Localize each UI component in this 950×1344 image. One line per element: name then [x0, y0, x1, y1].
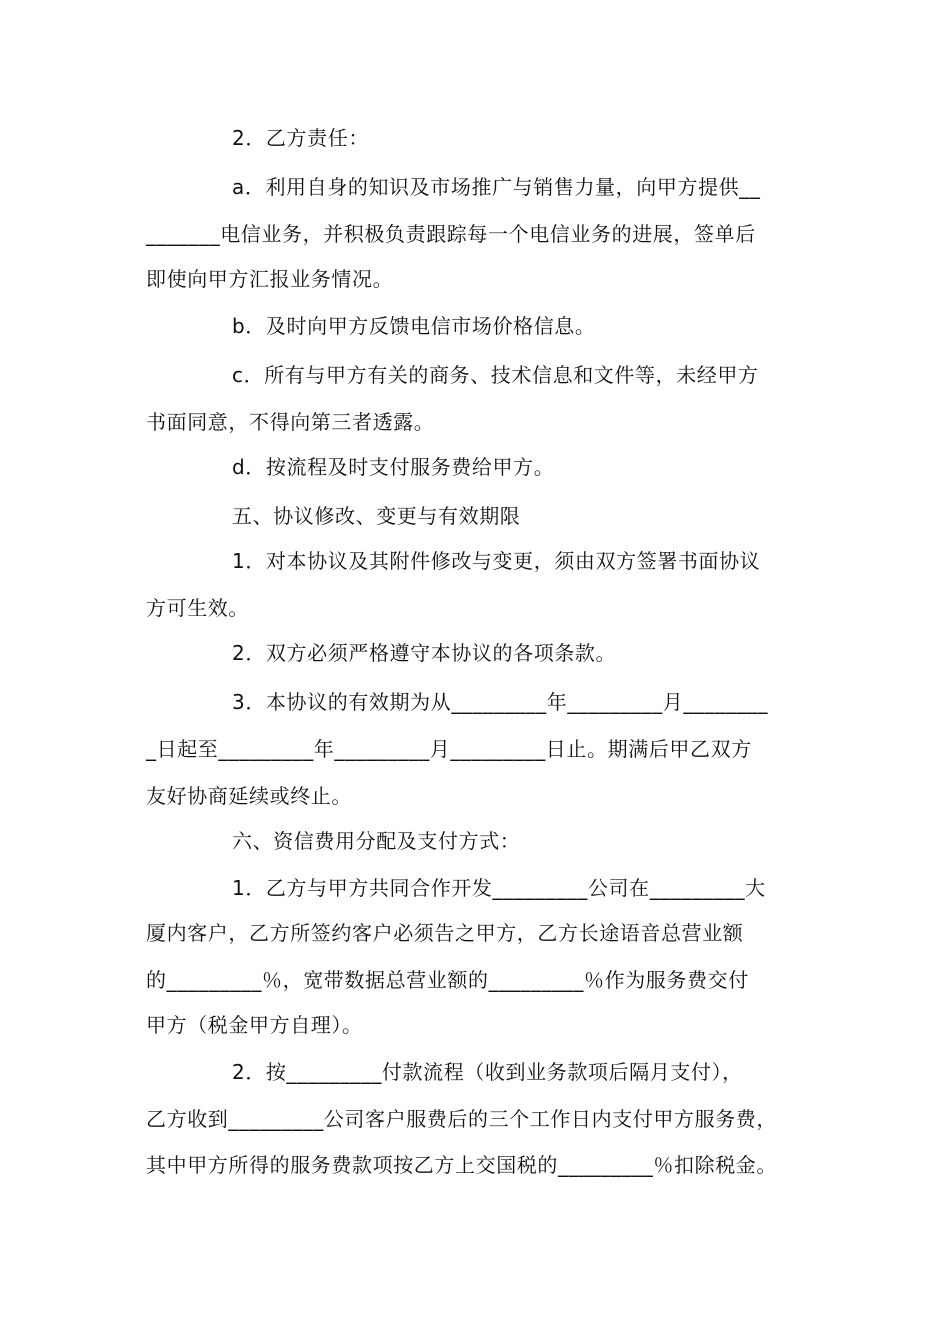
text-line: 1．对本协议及其附件修改与变更，须由双方签署书面协议: [232, 549, 761, 573]
text-line: 甲方（税金甲方自理）。: [146, 1013, 363, 1037]
text-line: 方可生效。: [146, 596, 249, 620]
text-line: c．所有与甲方有关的商务、技术信息和文件等，未经甲方: [232, 363, 759, 387]
text-line: 2．双方必须严格遵守本协议的各项条款。: [232, 641, 617, 665]
text-line: a．利用自身的知识及市场推广与销售力量，向甲方提供__: [232, 175, 761, 199]
text-line: 即使向甲方汇报业务情况。: [146, 267, 394, 291]
text-line: 其中甲方所得的服务费款项按乙方上交国税的_________％扣除税金。: [146, 1153, 777, 1177]
section-heading: 六、资信费用分配及支付方式：: [232, 829, 521, 853]
text-line: 2．按_________付款流程（收到业务款项后隔月支付），: [232, 1060, 743, 1084]
text-line: 书面同意，不得向第三者透露。: [146, 410, 435, 434]
text-line: 友好协商延续或终止。: [146, 784, 352, 808]
text-line: 乙方收到_________公司客户服费后的三个工作日内支付甲方服务费，: [146, 1107, 777, 1131]
text-line: 1．乙方与甲方共同合作开发_________公司在_________大: [232, 876, 766, 900]
text-line: 厦内客户，乙方所签约客户必须告之甲方，乙方长途语音总营业额: [146, 921, 744, 945]
text-line: 的_________％，宽带数据总营业额的_________％作为服务费交付: [146, 968, 749, 992]
text-line: 2．乙方责任：: [232, 126, 369, 150]
section-heading: 五、协议修改、变更与有效期限: [232, 504, 521, 528]
text-line: _______电信业务，并积极负责跟踪每一个电信业务的进展，签单后: [146, 222, 756, 246]
text-line: d．按流程及时支付服务费给甲方。: [232, 455, 555, 479]
text-line: b．及时向甲方反馈电信市场价格信息。: [232, 314, 596, 338]
text-line: 3．本协议的有效期为从_________年_________月________: [232, 690, 769, 714]
text-line: _日起至_________年_________月_________日止。期满后甲乙双方: [146, 737, 752, 761]
